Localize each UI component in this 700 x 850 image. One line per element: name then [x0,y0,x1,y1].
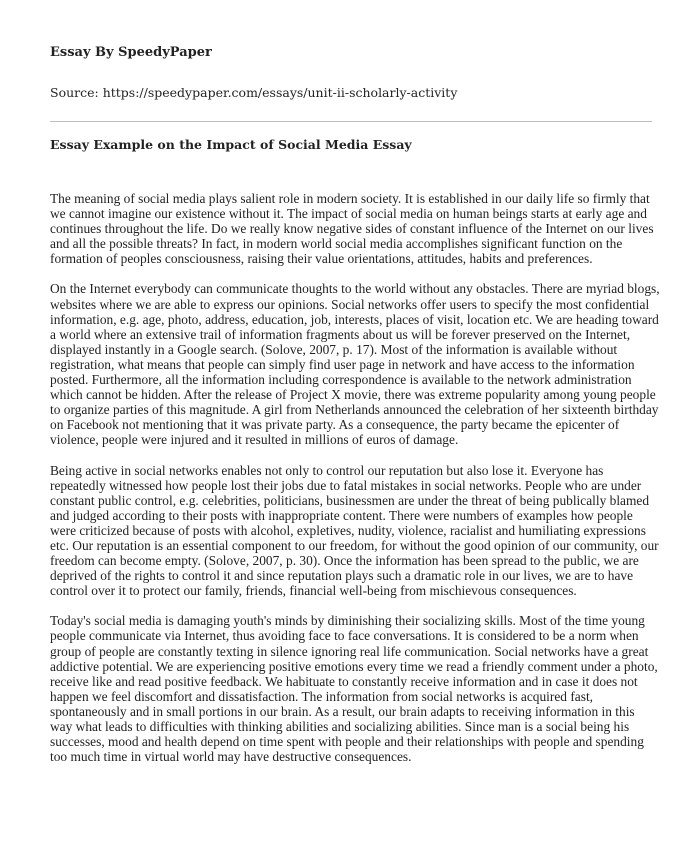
source-line: Source: https://speedypaper.com/essays/unit-ii-scholarly-activity [50,85,458,100]
essay-paragraph-3: Being active in social networks enables not only to control our reputation but also lose it. Everyone has repeatedly witnessed how people lost their jobs due to fatal mistakes in social networks. People who are under constant public control, e.g. celebrities, politicians, businessmen are under the threat of being publically blamed and judged according to their posts with inappropriate content. There were numbers of examples how people were criticized because of posts with alcohol, expletives, nudity, violence, racialist and humiliating expressions etc. Our reputation is an essential component to our freedom, for without the good opinion of our community, our freedom can become empty. (Solove, 2007, p. 30). Once the information has been spread to the public, we are deprived of the rights to control it and since reputation plays such a dramatic role in our lives, we are to have control over it to protect our family, friends, financial well-being from mischievous consequences. [50,462,659,599]
essay-title: Essay Example on the Impact of Social Media Essay [50,137,412,152]
essay-paragraph-1: The meaning of social media plays salient role in modern society. It is established in our daily life so firmly that we cannot imagine our existence without it. The impact of social media on human beings starts at early age and continues throughout the life. Do we really know negative sides of constant influence of the Internet on our lives and all the possible threats? In fact, in modern world social media accomplishes significant function on the formation of peoples consciousness, raising their value orientations, attitudes, habits and preferences. [50,191,654,267]
essay-body [50,191,660,765]
brand-title: Essay By SpeedyPaper [50,45,212,60]
essay-paragraph-2: On the Internet everybody can communicate thoughts to the world without any obstacles. There are myriad blogs, websites where we are able to express our opinions. Social networks offer users to specify the most confidential information, e.g. age, photo, address, education, job, interests, places of visit, location etc. We are heading toward a world where an extensive trail of information fragments about us will be forever preserved on the Internet, displayed instantly in a Google search. (Solove, 2007, p. 17). Most of the information is available without registration, what means that people can simply find user page in network and have access to the information posted. Furthermore, all the information including correspondence is available to the network administration which cannot be hidden. After the release of Project X movie, there was extreme popularity among young people to organize parties of this magnitude. A girl from Netherlands announced the celebration of her sixteenth birthday on Facebook not mentioning that it was private party. As a consequence, the party became the epicenter of violence, people were injured and it resulted in millions of euros of damage. [50,281,660,448]
essay-paragraph-4: Today's social media is damaging youth's minds by diminishing their socializing skills. Most of the time young people communicate via Internet, thus avoiding face to face conversations. It is considered to be a norm when group of people are constantly texting in silence ignoring real life communication. Social networks have a great addictive potential. We are experiencing positive emotions every time we read a friendly comment under a photo, receive like and read positive feedback. We habituate to constantly receive information and in case it does not happen we feel discomfort and dissatisfaction. The information from social networks is acquired fast, spontaneously and in small portions in our brain. As a result, our brain adapts to receiving information in this way what leads to difficulties with thinking abilities and socializing abilities. Since man is a social being his successes, mood and health depend on time spent with people and their relationships with people and spending too much time in virtual world may have destructive consequences. [50,613,658,765]
header-divider [50,121,652,122]
